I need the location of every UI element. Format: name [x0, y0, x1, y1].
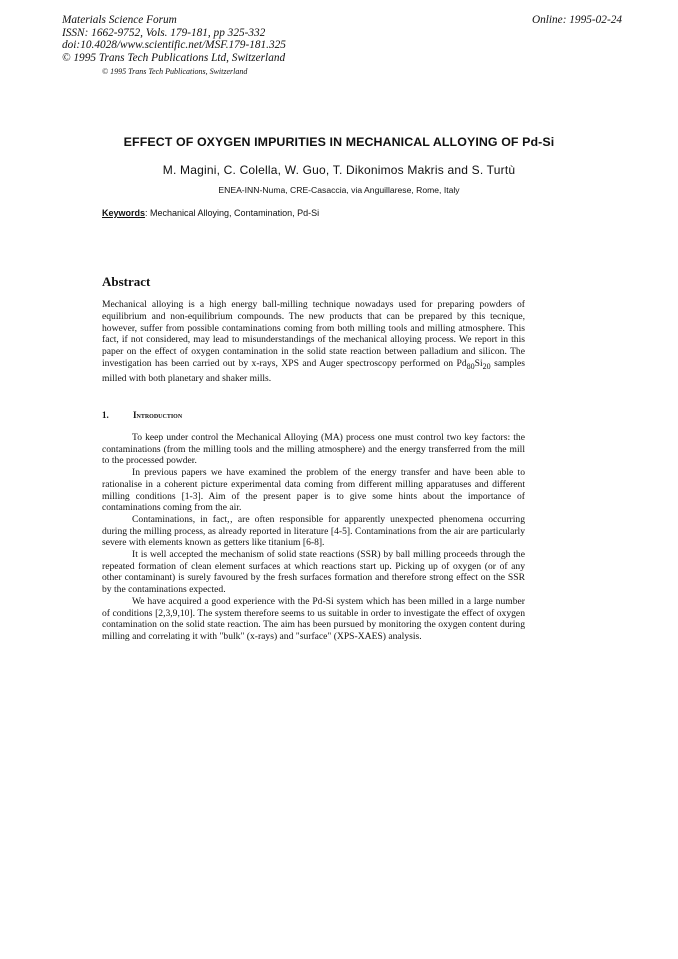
journal-name: Materials Science Forum — [62, 14, 177, 26]
citation-header — [62, 14, 286, 64]
keywords-line — [102, 208, 319, 218]
paragraph: We have acquired a good experience with the Pd-Si system which has been milled in a large number of conditions [2,3,9,10]. The system therefore seems to us suitable in order to investigate the effect of oxygen contamination on the solid state reaction. The aim has been pursued by monitoring the oxygen content during milling and correlating it with "bulk" (x-rays) and "surface" (XPS-XAES) analysis. — [102, 595, 525, 642]
keywords-text: : Mechanical Alloying, Contamination, Pd-Si — [145, 208, 320, 218]
publisher-line: © 1995 Trans Tech Publications, Switzerland — [102, 67, 248, 76]
copyright-line: © 1995 Trans Tech Publications Ltd, Switzerland — [62, 51, 286, 64]
paragraph: Contaminations, in fact,‚ are often responsible for apparently unexpected phenomena occurring during the milling process, as already reported in literature [4-5]. Contaminations from the air are particularly severe with elements known as getters like titanium [6-8]. — [102, 513, 525, 549]
abstract-text-main: Mechanical alloying is a high energy ball-milling technique nowadays used for preparing powders of equilibrium and non-equilibrium compounds. The new products that can be prepared by this tecnique, however, suffer from possible contaminations coming from both milling tools and milling atmosphere. This fact, if not considered, may lead to misunderstandings of the mechanical alloying process. We report in this paper on the effect of oxygen contamination in the solid state reaction between palladium and silicon. The investigation has been carried out by x-rays, XPS and Auger spectroscopy performed on Pd — [102, 299, 525, 369]
online-date: Online: 1995-02-24 — [531, 14, 622, 26]
abstract-heading: Abstract — [102, 274, 151, 289]
paragraph: In previous papers we have examined the problem of the energy transfer and have been able to rationalise in a coherent picture experimental data coming from different milling apparatuses and different milling conditions [1-3]. Aim of the present paper is to give some hints about the importance of contaminations coming from the air. — [102, 467, 525, 514]
abstract-text-end: samples milled with both planetary and shaker mills. — [102, 357, 525, 384]
paper-title: EFFECT OF OXYGEN IMPURITIES IN MECHANICAL ALLOYING OF Pd-Si — [123, 135, 555, 149]
keywords-label: Keywords — [102, 208, 146, 218]
formula-si: Si — [474, 357, 483, 369]
author-list: M. Magini, C. Colella, W. Guo, T. Dikonimos Makris and S. Turtù — [162, 163, 516, 177]
paragraph: It is well accepted the mechanism of solid state reactions (SSR) by ball milling proceeds through the repeated formation of clean element surfaces at which reactions start up. Picking up of oxygen (or of any other contaminant) is surely favoured by the fresh surfaces formation and therefore strong effect on the SSR by the contaminations expected. — [102, 549, 525, 596]
formula-subscript-pd: 80 — [466, 361, 475, 371]
issn-line: ISSN: 1662-9752, Vols. 179-181, pp 325-332 — [62, 26, 266, 39]
formula-subscript-si: 20 — [482, 361, 491, 371]
section-heading — [102, 410, 182, 420]
doi-line: doi:10.4028/www.scientific.net/MSF.179-181.325 — [62, 39, 286, 52]
affiliation: ENEA-INN-Numa, CRE-Casaccia, via Anguillarese, Rome, Italy — [218, 185, 460, 195]
section-title: Introduction — [133, 410, 183, 420]
section-number: 1. — [102, 410, 109, 420]
introduction-body — [102, 432, 525, 643]
paragraph: To keep under control the Mechanical Alloying (MA) process one must control two key factors: the contaminations (from the milling tools and the milling atmosphere) and the energy transferred from the mill to the processed powder. — [102, 432, 525, 467]
abstract-text — [102, 299, 525, 384]
